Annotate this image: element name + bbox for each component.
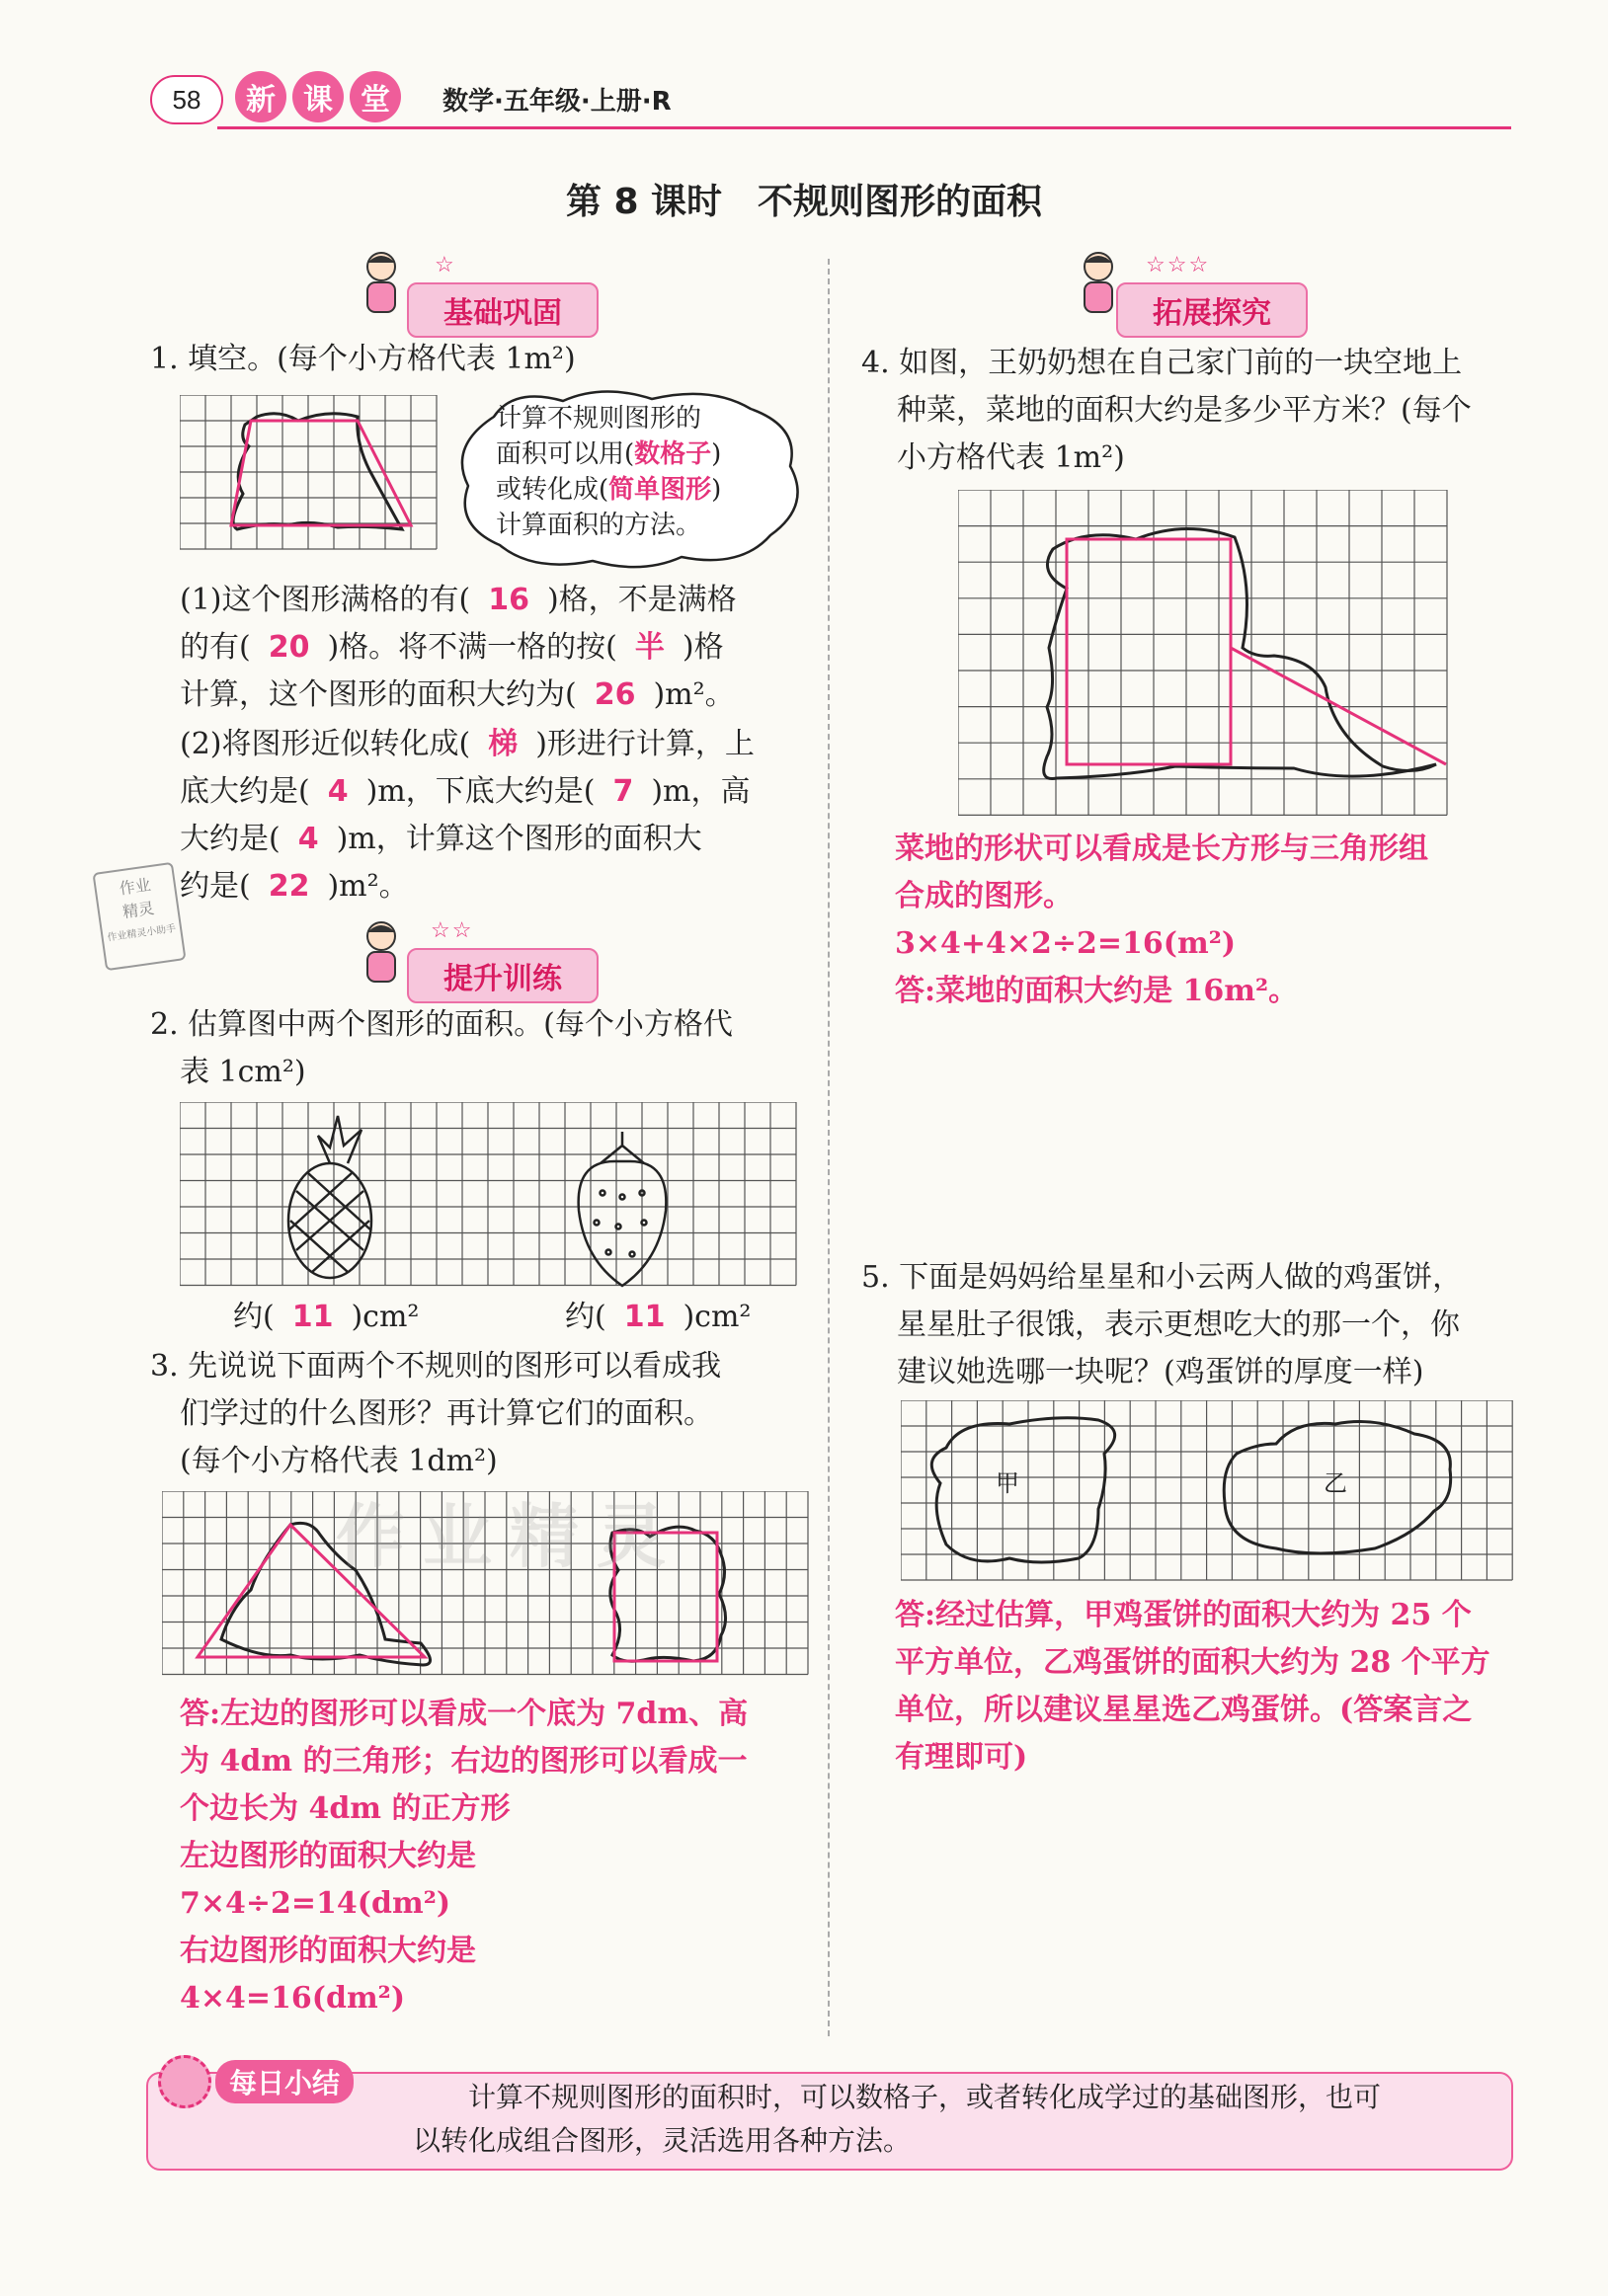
summary-label: 每日小结 xyxy=(158,2056,354,2107)
page-header xyxy=(146,71,1509,130)
answer-text: 4 xyxy=(297,822,319,856)
kid-icon xyxy=(358,918,405,988)
brand-char: 课 xyxy=(292,71,344,122)
answer-text: 半 xyxy=(634,630,665,665)
answer-text: 11 xyxy=(291,1300,334,1334)
section-improve-label: 提升训练 xyxy=(407,948,599,1003)
answer-text: 16 xyxy=(488,583,529,617)
answer-text: 梯 xyxy=(488,727,519,761)
q1-part1: (1)这个图形满格的有( 16 )格，不是满格 的有( 20 )格。将不满一格的按( 半 )格 计算，这个图形的面积大约为( 26 )m²。 xyxy=(180,583,737,712)
answer-text: 20 xyxy=(268,630,310,665)
q4-answer: 菜地的形状可以看成是长方形与三角形组 合成的图形。 3×4+4×2÷2=16(m²) 答:菜地的面积大约是 16m²。 xyxy=(895,831,1428,1008)
star-icon: ☆☆ xyxy=(431,918,474,943)
q1-part2: (2)将图形近似转化成( 梯 )形进行计算，上 底大约是( 4 )m，下底大约是( 7 )m，高 大约是( 4 )m，计算这个图形的面积大 约是( 22 )m²。 xyxy=(180,727,755,904)
q5-grid-figure xyxy=(901,1400,1515,1584)
answer-text: 4 xyxy=(327,774,349,809)
header-rule xyxy=(217,126,1511,129)
lesson-title: 第 8 课时 不规则图形的面积 xyxy=(565,182,1043,222)
column-divider xyxy=(828,259,830,2036)
q2-grid-figure xyxy=(180,1102,802,1290)
pancake-label-b: 乙 xyxy=(1324,1469,1347,1497)
pancake-label-a: 甲 xyxy=(996,1469,1019,1497)
book-info: 数学·五年级·上册·R xyxy=(442,87,672,117)
star-icon: ☆ xyxy=(435,253,456,277)
q3-stem: 3. 先说说下面两个不规则的图形可以看成我 们学过的什么图形？再计算它们的面积。 (每个小方格代表 1dm²) xyxy=(150,1349,722,1478)
kid-icon xyxy=(358,249,405,318)
q4-stem: 4. 如图，王奶奶想在自己家门前的一块空地上 种菜，菜地的面积大约是多少平方米？(每个 小方格代表 1m²) xyxy=(861,346,1472,475)
answer-text: 数格子 xyxy=(634,439,712,469)
watermark: 作业精灵 xyxy=(336,1496,683,1577)
answer-text: 11 xyxy=(623,1300,666,1334)
answer-text: 26 xyxy=(594,677,636,712)
q2-left-answer: 约( 11 )cm² xyxy=(233,1300,420,1334)
q1-grid-figure xyxy=(180,395,446,553)
brand-char: 新 xyxy=(235,71,286,122)
q5-answer: 答:经过估算，甲鸡蛋饼的面积大约为 25 个 平方单位，乙鸡蛋饼的面积大约为 28 个平方 单位，所以建议星星选乙鸡蛋饼。(答案言之 有理即可) xyxy=(895,1598,1490,1775)
summary-text: 计算不规则图形的面积时，可以数格子，或者转化成学过的基础图形，也可 以转化成组合图形，灵活选用各种方法。 xyxy=(413,2081,1382,2157)
section-explore-label: 拓展探究 xyxy=(1116,282,1308,338)
star-icon: ☆☆☆ xyxy=(1146,253,1211,277)
q3-answer: 答:左边的图形可以看成一个底为 7dm、高 为 4dm 的三角形；右边的图形可以看成一 个边长为 4dm 的正方形 左边图形的面积大约是 7×4÷2=14(dm²) 右边图形的面积大约是 4×4=16(dm²) xyxy=(180,1697,749,2016)
kid-icon xyxy=(1075,249,1122,318)
page-number: 58 xyxy=(150,75,223,124)
answer-text: 22 xyxy=(268,869,310,904)
q4-grid-figure xyxy=(958,490,1448,820)
section-basic-label: 基础巩固 xyxy=(407,282,599,338)
brand-char: 堂 xyxy=(350,71,401,122)
q2-stem: 2. 估算图中两个图形的面积。(每个小方格代 表 1cm²) xyxy=(150,1007,733,1089)
q2-right-answer: 约( 11 )cm² xyxy=(565,1300,752,1334)
q1-stem: 1. 填空。(每个小方格代表 1m²) xyxy=(150,342,576,376)
q5-stem: 5. 下面是妈妈给星星和小云两人做的鸡蛋饼， 星星肚子很饿，表示更想吃大的那一个，你 建议她选哪一块呢？(鸡蛋饼的厚度一样) xyxy=(861,1260,1463,1389)
stamp-logo: 作业 精灵 作业精灵小助手 xyxy=(92,862,186,971)
answer-text: 简单图形 xyxy=(608,475,712,505)
hint-bubble: 计算不规则图形的 面积可以用(数格子) 或转化成(简单图形) 计算面积的方法。 xyxy=(496,404,722,540)
answer-text: 7 xyxy=(612,774,634,809)
lion-icon xyxy=(158,2055,211,2108)
